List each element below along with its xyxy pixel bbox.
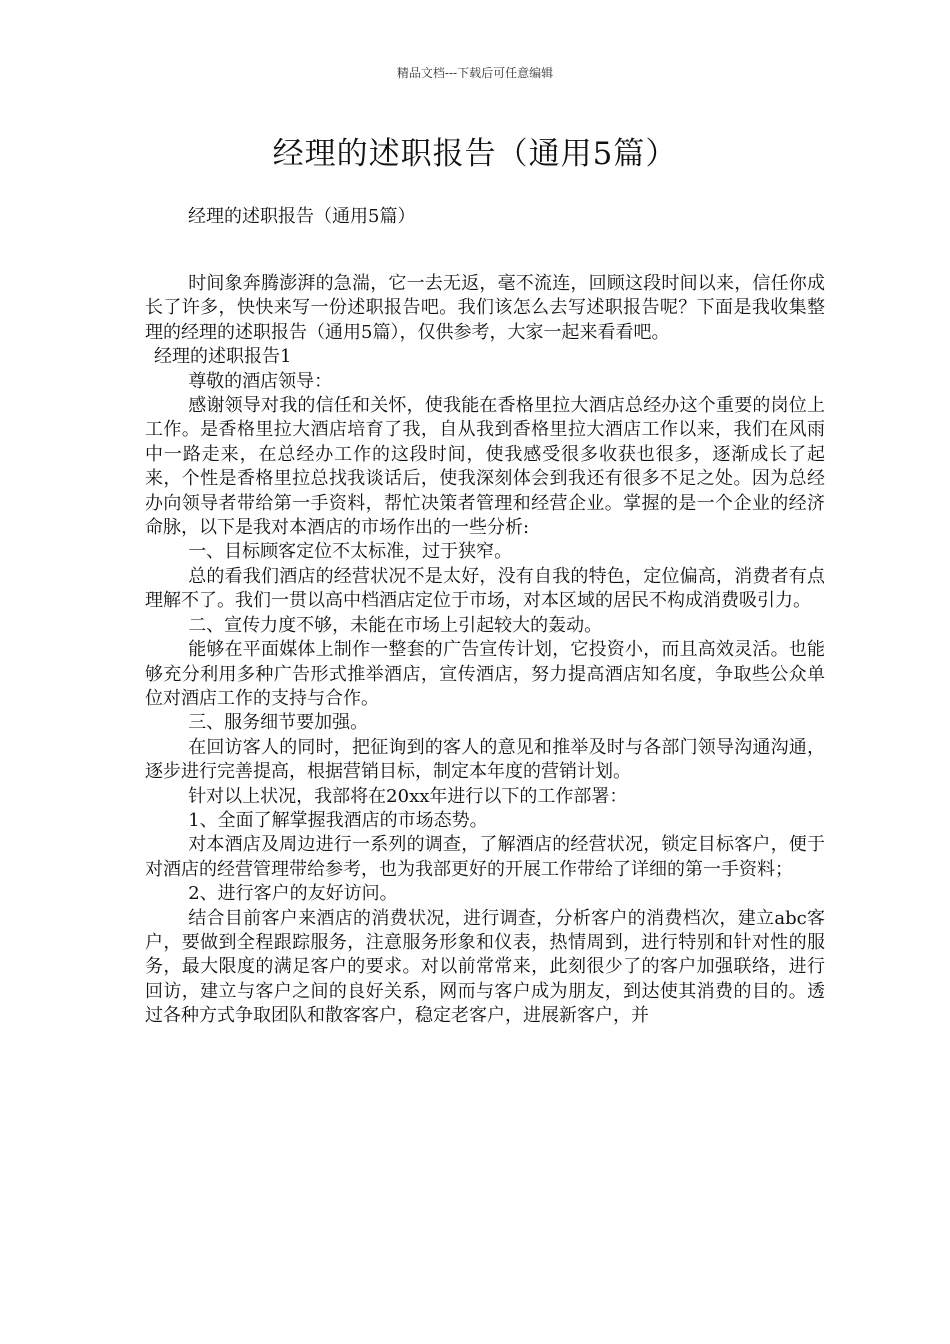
paragraph: 对本酒店及周边进行一系列的调查，了解酒店的经营状况，锁定目标客户，便于对酒店的经营管理带给参考，也为我部更好的开展工作带给了详细的第一手资料； [145, 834, 825, 880]
paragraph-point-heading: 1、全面了解掌握我酒店的市场态势。 [188, 809, 488, 831]
paragraph-salutation: 尊敬的酒店领导： [188, 370, 333, 392]
paragraph: 针对以上状况，我部将在20xx年进行以下的工作部署： [188, 785, 628, 807]
paragraph: 总的看我们酒店的经营状况不是太好，没有自我的特色，定位偏高，消费者有点理解不了。我们一贯以高中档酒店定位于市场，对本区域的居民不构成消费吸引力。 [145, 565, 825, 612]
document-subtitle: 经理的述职报告（通用5篇） [188, 206, 416, 227]
paragraph-point-heading: 一、目标顾客定位不太标准，过于狭窄。 [188, 541, 513, 563]
document-body [145, 272, 825, 1029]
paragraph: 在回访客人的同时，把征询到的客人的意见和推举及时与各部门领导沟通沟通，逐步进行完善提高，根据营销目标，制定本年度的营销计划。 [145, 736, 825, 783]
paragraph-point-heading: 三、服务细节要加强。 [188, 712, 369, 734]
paragraph: 结合目前客户来酒店的消费状况，进行调查，分析客户的消费档次，建立abc客户，要做到全程跟踪服务，注意服务形象和仪表，热情周到，进行特别和针对性的服务，最大限度的满足客户的要求。对以前常常来，此刻很少了的客户加强联络，进行回访，建立与客户之间的良好关系，网而与客户成为朋友，到达使其消费的目的。透过各种方式争取团队和散客客户，稳定老客户，进展新客户，并 [145, 907, 825, 1027]
paragraph-intro: 时间象奔腾澎湃的急湍，它一去无返，毫不流连，回顾这段时间以来，信任你成长了许多，快快来写一份述职报告吧。我们该怎么去写述职报告呢？下面是我收集整理的经理的述职报告（通用5篇），仅供参考，大家一起来看看吧。 [145, 273, 825, 343]
paragraph-point-heading: 二、宣传力度不够，未能在市场上引起较大的轰动。 [188, 614, 603, 636]
paragraph: 感谢领导对我的信任和关怀，使我能在香格里拉大酒店总经办这个重要的岗位上工作。是香格里拉大酒店培育了我，自从我到香格里拉大酒店工作以来，我们在风雨中一路走来，在总经办工作的这段时间，使我感受很多收获也很多，逐渐成长了起来，个性是香格里拉总找我谈话后，使我深刻体会到我还有很多不足之处。因为总经办向领导者带给第一手资料，帮忙决策者管理和经营企业。掌握的是一个企业的经济命脉，以下是我对本酒店的市场作出的一些分析: [145, 395, 825, 539]
paragraph-point-heading: 2、进行客户的友好访问。 [188, 883, 398, 905]
document-title: 经理的述职报告（通用5篇） [272, 136, 678, 172]
paragraph: 能够在平面媒体上制作一整套的广告宣传计划，它投资小，而且高效灵活。也能够充分利用多种广告形式推举酒店，宣传酒店，努力提高酒店知名度，争取些公众单位对酒店工作的支持与合作。 [145, 639, 825, 709]
page-header: 精品文档---下载后可任意编辑 [396, 66, 554, 80]
section-heading: 经理的述职报告1 [154, 346, 292, 368]
